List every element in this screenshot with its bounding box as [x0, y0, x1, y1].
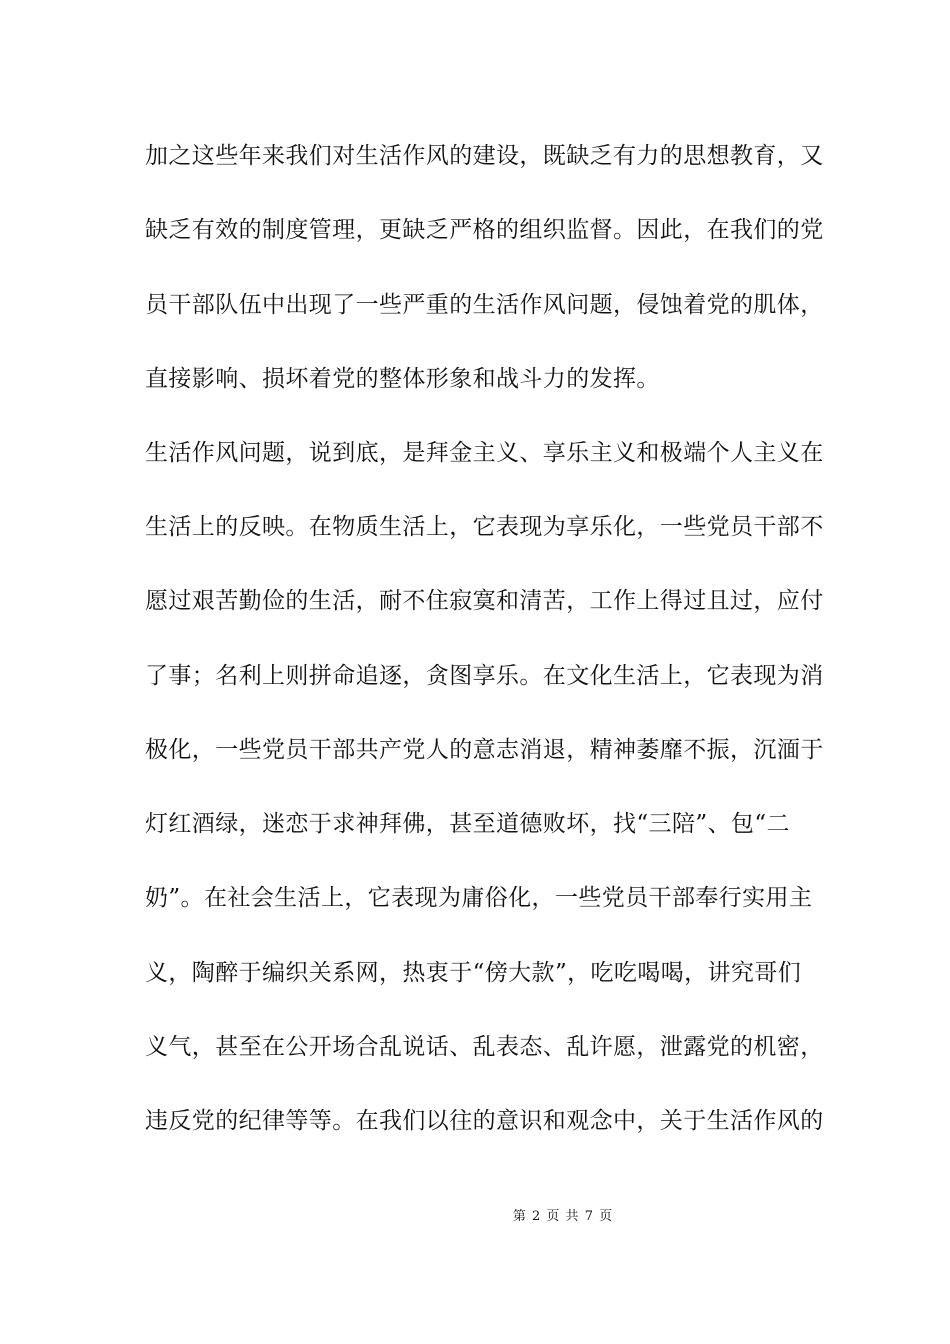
text-line: 缺乏有效的制度管理，更缺乏严格的组织监督。因此，在我们的党 — [145, 217, 824, 243]
text-line: 员干部队伍中出现了一些严重的生活作风问题，侵蚀着党的肌体， — [145, 292, 824, 318]
text-line: 生活上的反映。在物质生活上，它表现为享乐化，一些党员干部不 — [145, 514, 824, 540]
text-line: 奶”。在社会生活上，它表现为庸俗化，一些党员干部奉行实用主 — [145, 885, 813, 911]
text-line: 了事；名利上则拼命追逐，贪图享乐。在文化生活上，它表现为消 — [145, 663, 824, 689]
text-line: 义气，甚至在公开场合乱说话、乱表态、乱许愿，泄露党的机密， — [145, 1034, 824, 1060]
text-line: 直接影响、损坏着党的整体形象和战斗力的发挥。 — [145, 366, 660, 392]
text-line: 违反党的纪律等等。在我们以往的意识和观念中，关于生活作风的 — [145, 1108, 824, 1134]
text-line: 义，陶醉于编织关系网，热衷于“傍大款”，吃吃喝喝，讲究哥们 — [145, 960, 802, 986]
page-footer — [0, 1208, 950, 1226]
text-line: 极化，一些党员干部共产党人的意志消退，精神萎靡不振，沉湎于 — [145, 737, 824, 763]
page-number: 第 2 页 共 7 页 — [512, 1209, 614, 1224]
text-line: 灯红酒绿，迷恋于求神拜佛，甚至道德败坏，找“三陪”、包“二 — [145, 811, 790, 837]
text-line: 加之这些年来我们对生活作风的建设，既缺乏有力的思想教育，又 — [145, 143, 824, 169]
text-line: 生活作风问题，说到底，是拜金主义、享乐主义和极端个人主义在 — [145, 440, 824, 466]
text-line: 愿过艰苦勤俭的生活，耐不住寂寞和清苦，工作上得过且过，应付 — [145, 588, 824, 614]
